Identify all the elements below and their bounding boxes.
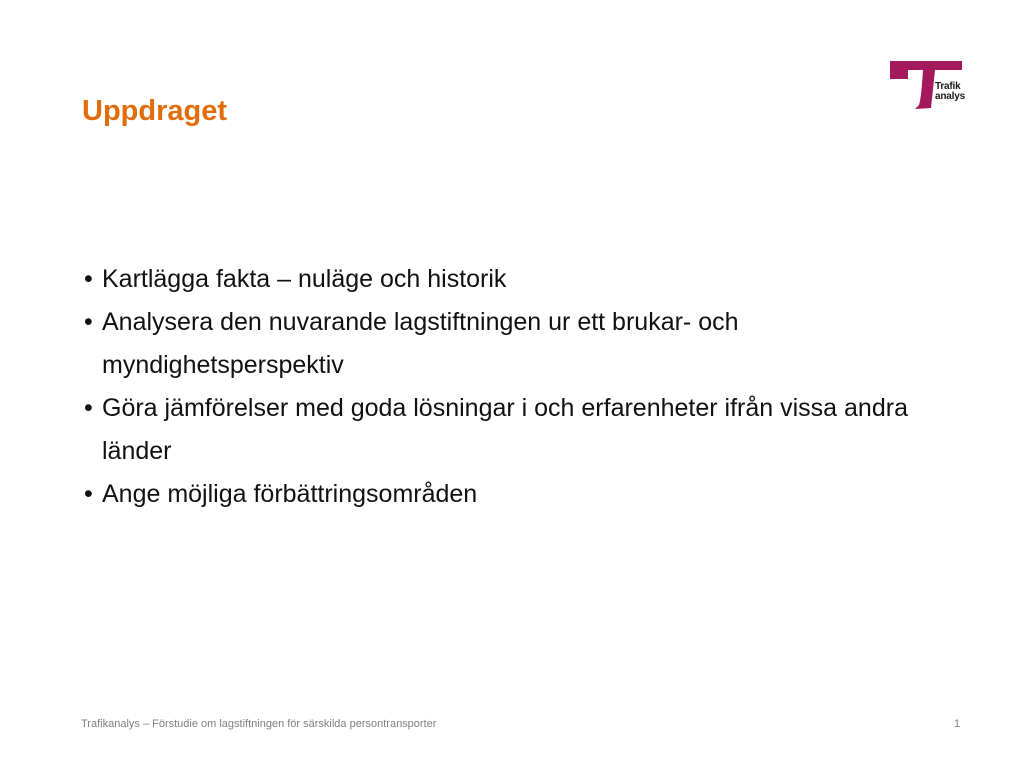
bullet-icon: • — [84, 394, 93, 422]
bullet-text: Göra jämförelser med goda lösningar i och erfarenheter ifrån vissa andra länder — [102, 394, 908, 465]
bullet-list — [84, 258, 974, 516]
bullet-text: Analysera den nuvarande lagstiftningen ur ett brukar- och myndighetsperspektiv — [102, 308, 739, 379]
page-number: 1 — [954, 718, 961, 730]
logo-wordmark — [935, 82, 965, 102]
slide-title: Uppdraget — [82, 95, 227, 127]
bullet-text: Kartlägga fakta – nuläge och historik — [102, 265, 507, 293]
bullet-icon: • — [84, 265, 93, 293]
footer-text: Trafikanalys – Förstudie om lagstiftningen för särskilda persontransporter — [81, 718, 437, 730]
logo-line-2: analys — [935, 91, 965, 102]
bullet-item — [84, 387, 974, 473]
trafikanalys-logo — [889, 59, 969, 113]
bullet-text: Ange möjliga förbättringsområden — [102, 480, 478, 508]
bullet-item — [84, 258, 974, 301]
bullet-item — [84, 301, 974, 387]
bullet-icon: • — [84, 308, 93, 336]
logo-line-1: Trafik — [935, 81, 961, 92]
bullet-item — [84, 473, 974, 516]
bullet-icon: • — [84, 480, 93, 508]
